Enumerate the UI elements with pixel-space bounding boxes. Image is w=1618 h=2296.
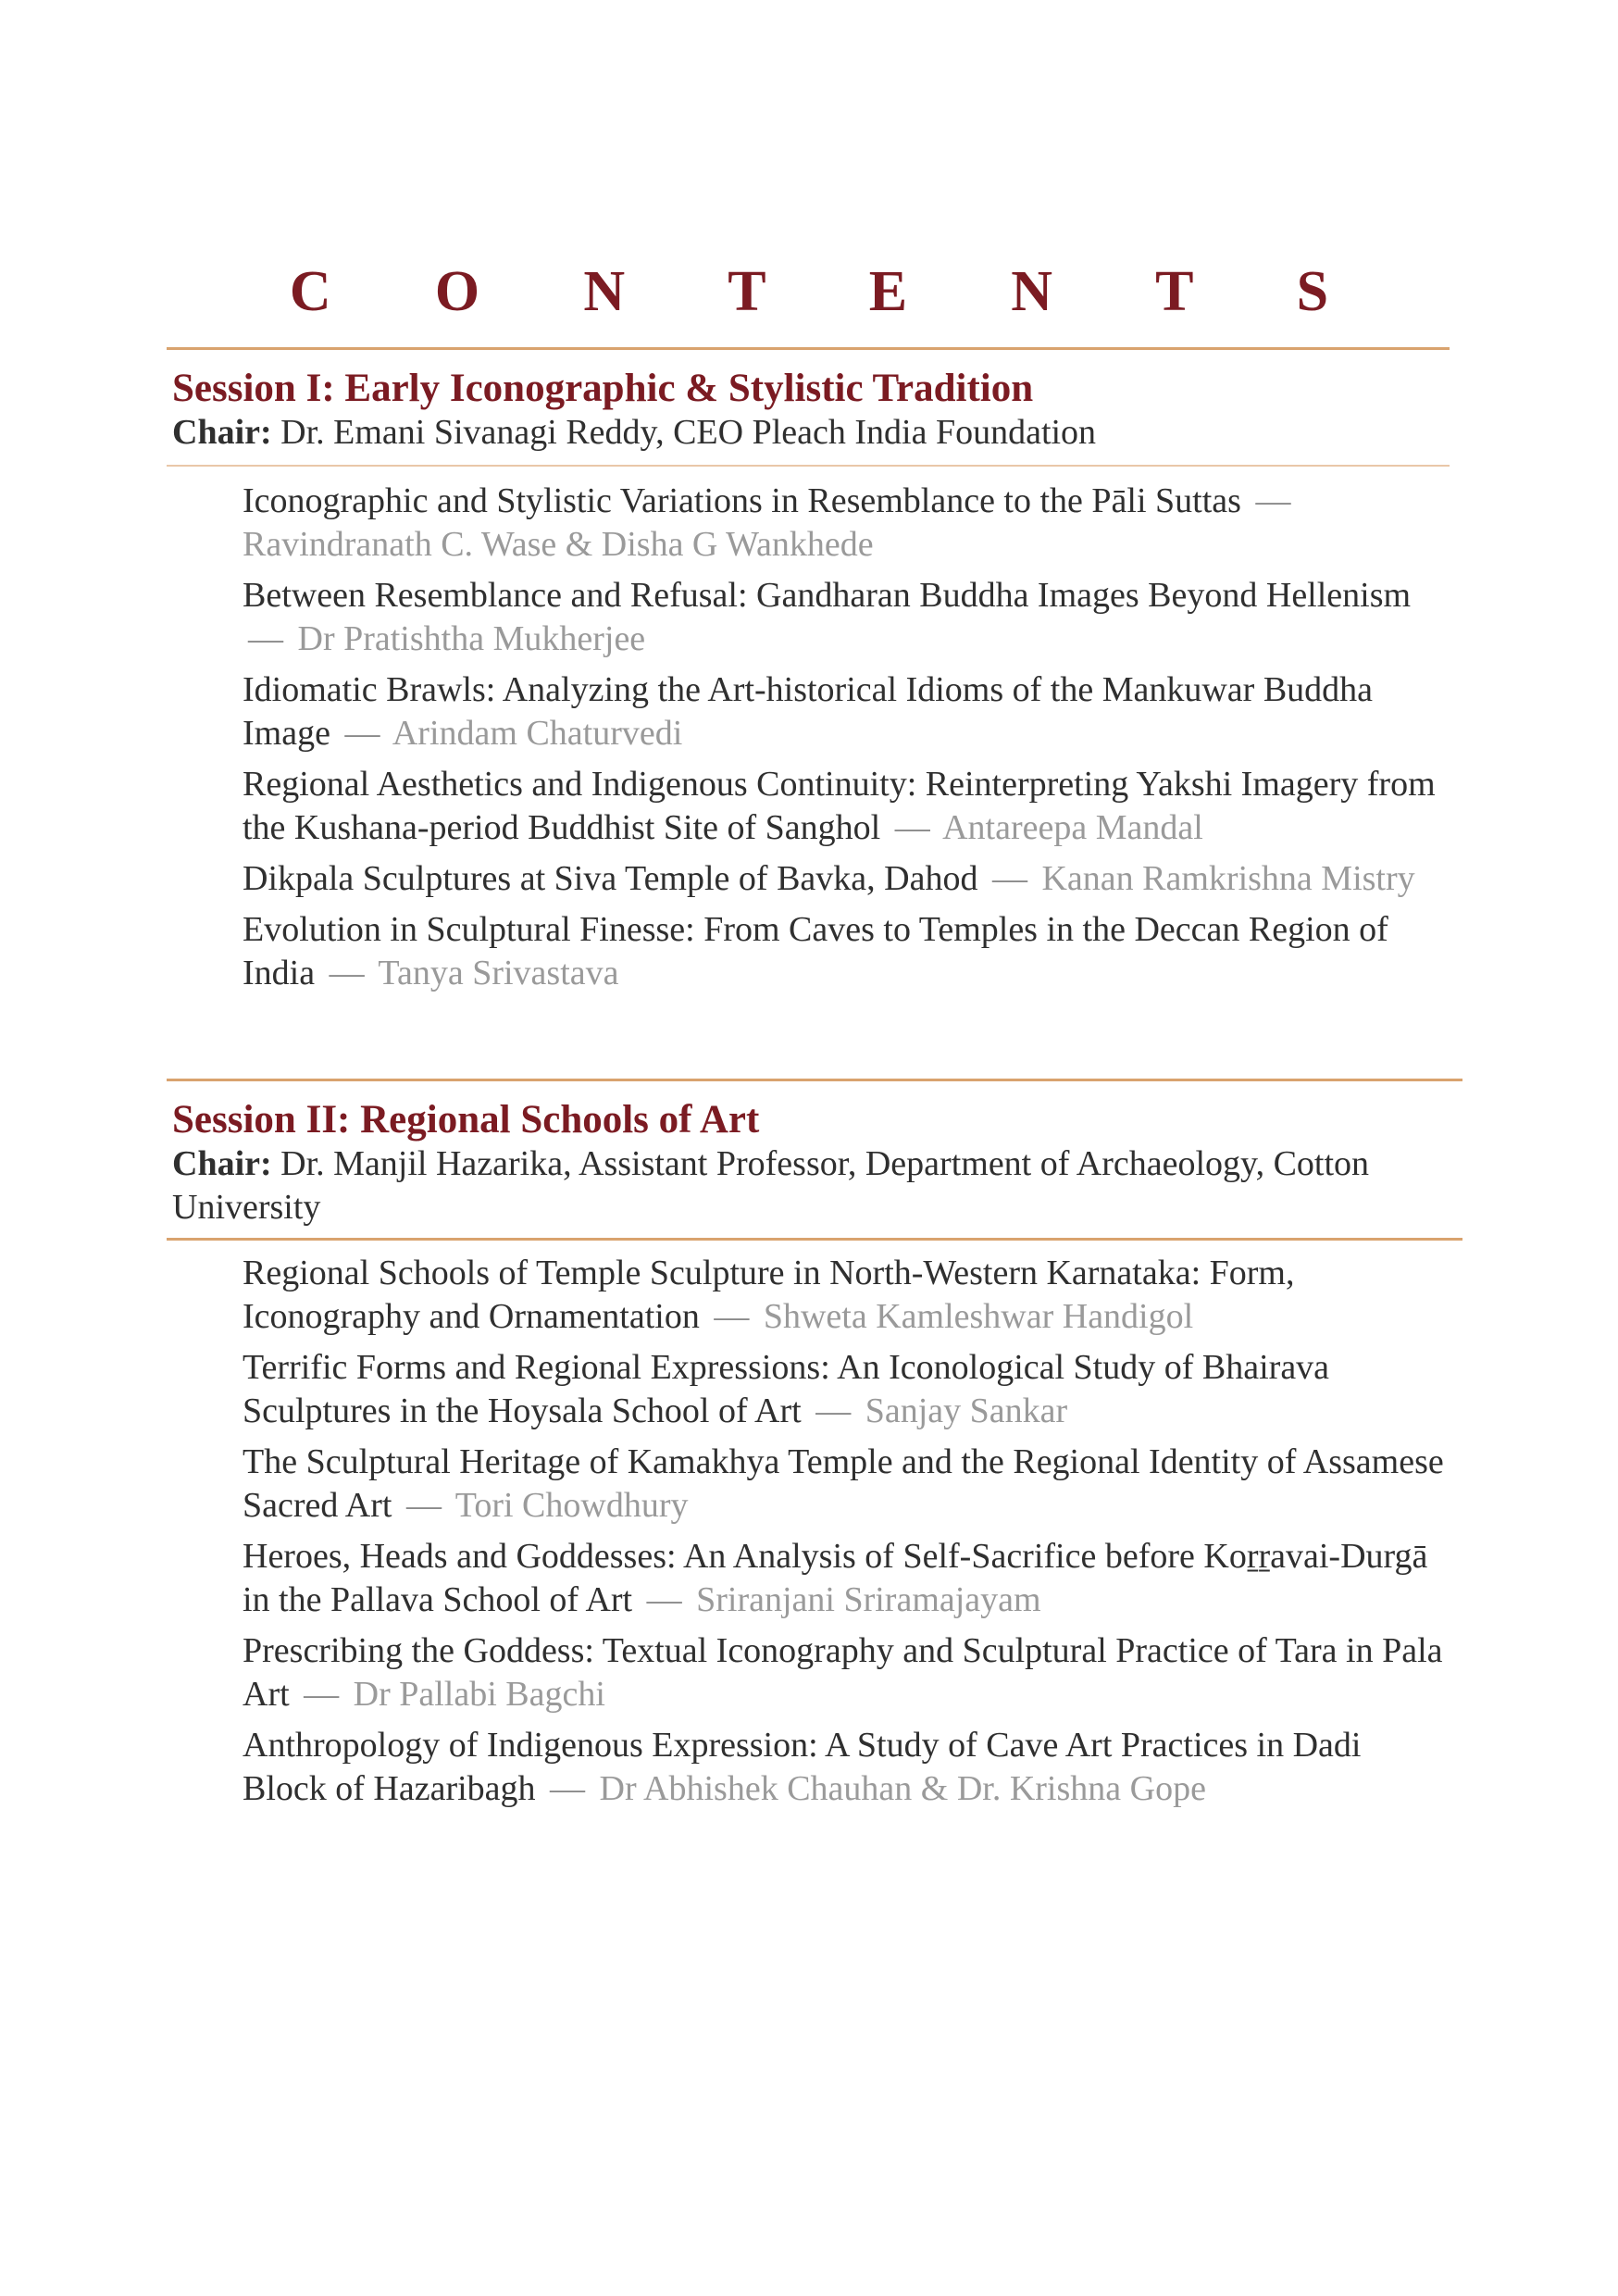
list-item bbox=[243, 1629, 1446, 1716]
entry-title: Anthropology of Indigenous Expression: A Study of Cave Art Practices in Dadi Block of Hazaribagh bbox=[243, 1726, 1362, 1808]
session-1-header bbox=[172, 367, 1450, 455]
session-chair bbox=[172, 1142, 1450, 1229]
entry-separator: — bbox=[405, 1486, 442, 1525]
list-item bbox=[243, 574, 1446, 661]
list-item bbox=[243, 1441, 1446, 1528]
entry-title: Prescribing the Goddess: Textual Iconography and Sculptural Practice of Tara in Pala Art bbox=[243, 1631, 1443, 1714]
list-item bbox=[243, 908, 1446, 995]
entry-author: Arindam Chaturvedi bbox=[392, 714, 683, 753]
entry-author: Shweta Kamleshwar Handigol bbox=[763, 1297, 1194, 1336]
entry-author: Sriranjani Sriramajayam bbox=[696, 1580, 1041, 1619]
session-title: Session I: Early Iconographic & Stylistic Tradition bbox=[172, 367, 1034, 410]
entry-title: Between Resemblance and Refusal: Gandharan Buddha Images Beyond Hellenism bbox=[243, 576, 1412, 615]
session-1-bottom-rule bbox=[167, 465, 1450, 467]
entry-title: Idiomatic Brawls: Analyzing the Art-historical Idioms of the Mankuwar Buddha Image bbox=[243, 670, 1374, 753]
entry-author: Sanjay Sankar bbox=[865, 1391, 1068, 1430]
entry-author: Dr Abhishek Chauhan & Dr. Krishna Gope bbox=[599, 1769, 1206, 1808]
list-item bbox=[243, 480, 1446, 567]
list-item bbox=[243, 668, 1446, 755]
entry-separator: — bbox=[714, 1297, 750, 1336]
entry-author: Antareepa Mandal bbox=[942, 808, 1203, 847]
list-item bbox=[243, 763, 1446, 850]
session-2-top-rule bbox=[167, 1079, 1462, 1081]
page-title: C O N T E N T S bbox=[289, 260, 1374, 323]
list-item bbox=[243, 1252, 1446, 1339]
session-1-top-rule bbox=[167, 347, 1450, 350]
entry-author: Tanya Srivastava bbox=[378, 954, 619, 992]
chair-name: Dr. Emani Sivanagi Reddy, CEO Pleach India Foundation bbox=[280, 413, 1097, 452]
entry-separator: — bbox=[646, 1580, 682, 1619]
chair-label: Chair: bbox=[172, 413, 272, 452]
chair-name: Dr. Manjil Hazarika, Assistant Professor, Department of Archaeology, Cotton University bbox=[172, 1144, 1370, 1227]
entry-separator: — bbox=[894, 808, 930, 847]
entry-title: Dikpala Sculptures at Siva Temple of Bavka, Dahod bbox=[243, 859, 978, 898]
session-2-bottom-rule bbox=[167, 1238, 1462, 1241]
list-item bbox=[243, 1535, 1446, 1622]
session-title: Session II: Regional Schools of Art bbox=[172, 1098, 760, 1142]
entry-author: Ravindranath C. Wase & Disha G Wankhede bbox=[243, 525, 874, 564]
entry-author: Kanan Ramkrishna Mistry bbox=[1041, 859, 1415, 898]
list-item bbox=[243, 857, 1446, 901]
entry-title: Terrific Forms and Regional Expressions: An Iconological Study of Bhairava Sculptures in the Hoysala School of Art bbox=[243, 1348, 1330, 1430]
list-item bbox=[243, 1346, 1446, 1433]
chair-label: Chair: bbox=[172, 1144, 272, 1183]
entry-title: The Sculptural Heritage of Kamakhya Temple and the Regional Identity of Assamese Sacred Art bbox=[243, 1442, 1444, 1525]
session-2-header bbox=[172, 1098, 1450, 1229]
entry-separator: — bbox=[991, 859, 1027, 898]
entry-author: Dr Pallabi Bagchi bbox=[353, 1675, 605, 1714]
entry-separator: — bbox=[248, 619, 283, 658]
session-1-entries bbox=[243, 480, 1446, 1003]
entry-separator: — bbox=[344, 714, 380, 753]
entry-title: Heroes, Heads and Goddesses: An Analysis of Self-Sacrifice before Koṟṟavai-Durgā in the Pallava School of Art bbox=[243, 1537, 1428, 1619]
list-item bbox=[243, 1724, 1446, 1811]
entry-separator: — bbox=[304, 1675, 340, 1714]
session-chair bbox=[172, 411, 1450, 455]
entry-title: Regional Schools of Temple Sculpture in North-Western Karnataka: Form, Iconography and Ornamentation bbox=[243, 1254, 1295, 1336]
entry-separator: — bbox=[815, 1391, 852, 1430]
entry-author: Tori Chowdhury bbox=[454, 1486, 689, 1525]
entry-author: Dr Pratishtha Mukherjee bbox=[297, 619, 646, 658]
entry-title: Iconographic and Stylistic Variations in Resemblance to the Pāli Suttas bbox=[243, 481, 1241, 520]
entry-title: Evolution in Sculptural Finesse: From Caves to Temples in the Deccan Region of India bbox=[243, 910, 1388, 992]
entry-separator: — bbox=[329, 954, 365, 992]
entry-title: Regional Aesthetics and Indigenous Continuity: Reinterpreting Yakshi Imagery from the Kushana-period Buddhist Site of Sanghol bbox=[243, 765, 1436, 847]
entry-separator: — bbox=[1255, 481, 1291, 520]
entry-separator: — bbox=[550, 1769, 586, 1808]
session-2-entries bbox=[243, 1252, 1446, 1818]
